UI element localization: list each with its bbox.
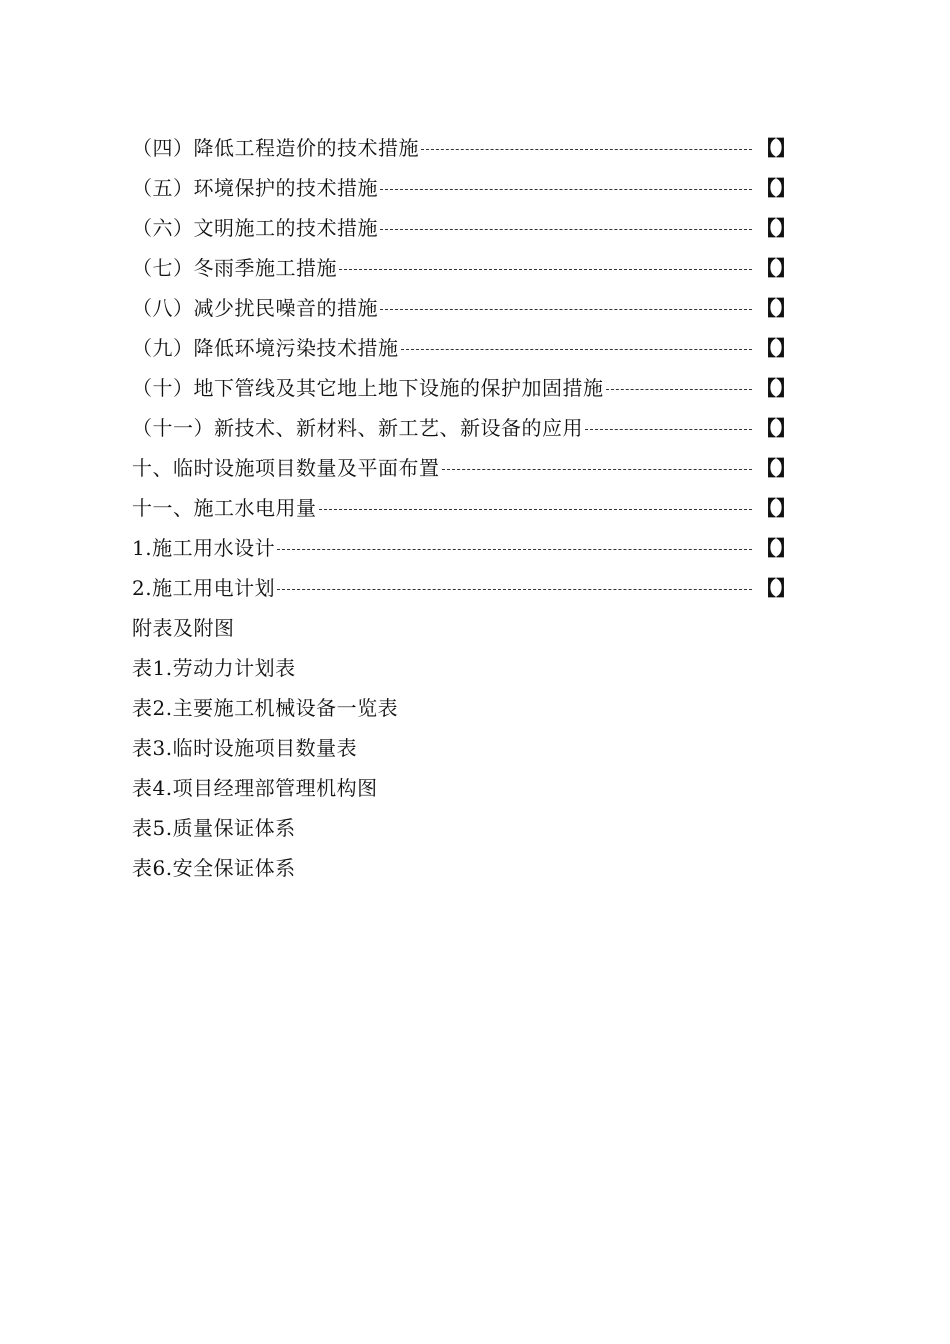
appendix-item xyxy=(132,728,796,768)
toc-entry-title: （七）冬雨季施工措施 xyxy=(132,256,337,280)
toc-entry-title: （五）环境保护的技术措施 xyxy=(132,176,378,200)
toc-leader-dashes xyxy=(380,229,752,230)
appendix-item-text: 表1.劳动力计划表 xyxy=(132,656,296,680)
toc-leader-dashes xyxy=(421,149,752,150)
toc-page-placeholder: 【】 xyxy=(756,336,796,360)
toc-entry xyxy=(132,128,796,168)
toc-leader-dashes xyxy=(606,389,753,390)
toc-page-placeholder: 【】 xyxy=(756,176,796,200)
toc-entry-title: 十、临时设施项目数量及平面布置 xyxy=(132,456,440,480)
toc-leader-dashes xyxy=(319,509,753,510)
appendix-item-text: 表3.临时设施项目数量表 xyxy=(132,736,358,760)
toc-entry xyxy=(132,408,796,448)
toc-entry-title: （四）降低工程造价的技术措施 xyxy=(132,136,419,160)
appendix-item-text: 表4.项目经理部管理机构图 xyxy=(132,776,378,800)
toc-leader-dashes xyxy=(442,469,753,470)
toc-entry xyxy=(132,368,796,408)
appendix-item xyxy=(132,808,796,848)
toc-entry xyxy=(132,488,796,528)
appendix-item xyxy=(132,648,796,688)
toc-entry-title: 2.施工用电计划 xyxy=(132,576,276,600)
toc-page-placeholder: 【】 xyxy=(756,296,796,320)
toc-page-placeholder: 【】 xyxy=(756,136,796,160)
toc-page-placeholder: 【】 xyxy=(756,256,796,280)
appendix-heading: 附表及附图 xyxy=(132,616,235,640)
toc-leader-dashes xyxy=(277,549,752,550)
appendix-heading-row xyxy=(132,608,796,648)
toc-entry xyxy=(132,448,796,488)
toc-entry-title: 1.施工用水设计 xyxy=(132,536,276,560)
toc-page-placeholder: 【】 xyxy=(756,456,796,480)
toc-leader-dashes xyxy=(380,189,752,190)
toc-entry xyxy=(132,168,796,208)
toc-entry xyxy=(132,528,796,568)
appendix-item-text: 表2.主要施工机械设备一览表 xyxy=(132,696,399,720)
toc-entry xyxy=(132,568,796,608)
appendix-item-text: 表6.安全保证体系 xyxy=(132,856,296,880)
toc-leader-dashes xyxy=(401,349,753,350)
toc-page-placeholder: 【】 xyxy=(756,416,796,440)
toc-leader-dashes xyxy=(380,309,752,310)
appendix-item xyxy=(132,848,796,888)
appendix-item xyxy=(132,768,796,808)
toc-entry-title: （十）地下管线及其它地上地下设施的保护加固措施 xyxy=(132,376,604,400)
toc-entry xyxy=(132,328,796,368)
toc-entry-title: （九）降低环境污染技术措施 xyxy=(132,336,399,360)
toc-entry-title: （六）文明施工的技术措施 xyxy=(132,216,378,240)
toc-entry-title: （十一）新技术、新材料、新工艺、新设备的应用 xyxy=(132,416,583,440)
toc-entry xyxy=(132,288,796,328)
toc-entry xyxy=(132,248,796,288)
toc-entry-title: 十一、施工水电用量 xyxy=(132,496,317,520)
toc-leader-dashes xyxy=(277,589,752,590)
toc-page-placeholder: 【】 xyxy=(756,216,796,240)
toc-leader-dashes xyxy=(585,429,752,430)
toc-entry-title: （八）减少扰民噪音的措施 xyxy=(132,296,378,320)
table-of-contents xyxy=(132,128,796,888)
toc-page-placeholder: 【】 xyxy=(756,376,796,400)
appendix-item xyxy=(132,688,796,728)
toc-leader-dashes xyxy=(339,269,752,270)
toc-entry xyxy=(132,208,796,248)
toc-page-placeholder: 【】 xyxy=(756,496,796,520)
appendix-item-text: 表5.质量保证体系 xyxy=(132,816,296,840)
toc-page-placeholder: 【】 xyxy=(756,536,796,560)
toc-page-placeholder: 【】 xyxy=(756,576,796,600)
